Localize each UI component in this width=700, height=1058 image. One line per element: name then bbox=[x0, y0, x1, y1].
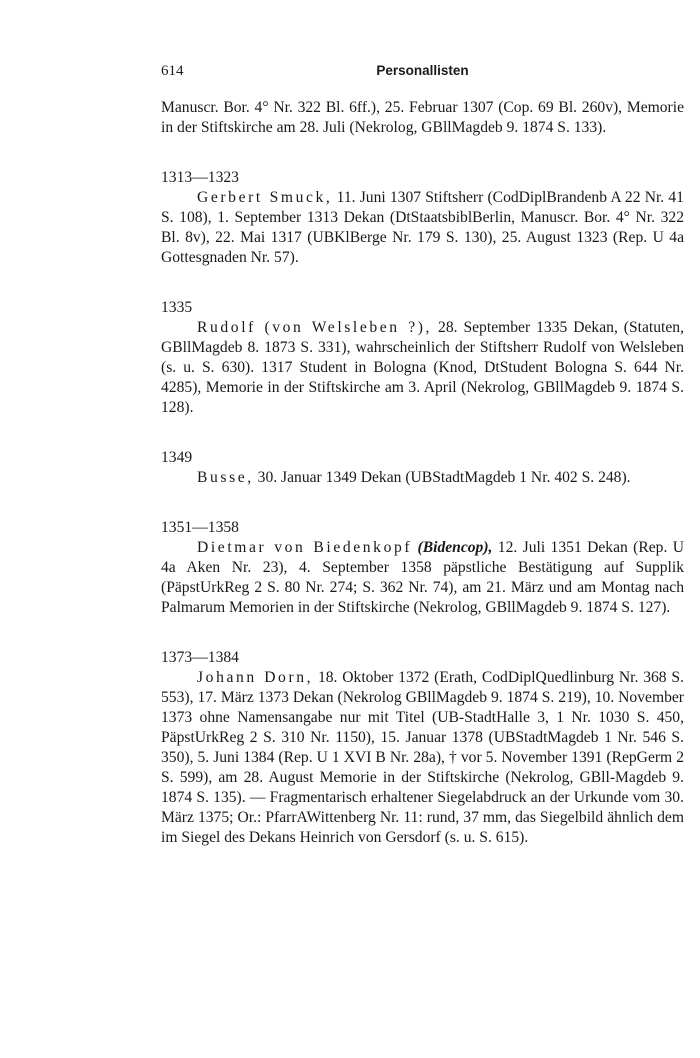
entry-text bbox=[161, 538, 684, 618]
intro-paragraph: Manuscr. Bor. 4° Nr. 322 Bl. 6ff.), 25. Februar 1307 (Cop. 69 Bl. 260v), Memorie in der Stiftskirche am 28. Juli (Nekrolog, GBllMagdeb 9. 1874 S. 133). bbox=[161, 99, 684, 136]
page-number: 614 bbox=[161, 63, 184, 79]
page-header bbox=[161, 63, 684, 83]
entry-body: 18. Oktober 1372 (Erath, CodDiplQuedlinburg Nr. 368 S. 553), 17. März 1373 Dekan (Nekrolog GBllMagdeb 9. 1874 S. 219), 10. November 1373 ohne Namensangabe nur mit Titel (UB-StadtHalle 3, 1 Nr. 1030 S. 450, PäpstUrkReg 2 S. 310 Nr. 1150), 15. Januar 1378 (UBStadtMagdeb 1 Nr. 546 S. 350), 5. Juni 1384 (Rep. U 1 XVI B Nr. 28a), † vor 5. November 1391 (RepGerm 2 S. 599), am 28. August Memorie in der Stiftskirche (Nekrolog, GBll-Magdeb 9. 1874 S. 135). — Fragmentarisch erhaltener Siegelabdruck an der Urkunde vom 30. März 1375; Or.: PfarrAWittenberg Nr. 11: rund, 37 mm, das Siegelbild ähnlich dem im Siegel des Dekans Heinrich von Gersdorf (s. u. S. 615). bbox=[161, 669, 684, 846]
page-body bbox=[161, 98, 684, 848]
person-name: Johann Dorn, bbox=[197, 669, 314, 686]
entry-johann-dorn bbox=[161, 648, 684, 848]
entry-body: 11. Juni 1307 Stiftsherr (CodDiplBrandenb A 22 Nr. 41 S. 108), 1. September 1313 Dekan (DtStaatsbiblBerlin, Manuscr. Bor. 4° Nr. 322 Bl. 8v), 22. Mai 1317 (UBKlBerge Nr. 179 S. 130), 25. August 1323 (Rep. U 4a Gottesgnaden Nr. 57). bbox=[161, 189, 684, 266]
entry-dietmar-von-biedenkopf bbox=[161, 518, 684, 618]
entry-dates: 1351—1358 bbox=[161, 519, 239, 536]
name-variant: (Bidencop), bbox=[417, 539, 493, 556]
entry-dates: 1373—1384 bbox=[161, 649, 239, 666]
entry-text bbox=[161, 468, 684, 488]
entry-body: 30. Januar 1349 Dekan (UBStadtMagdeb 1 Nr. 402 S. 248). bbox=[253, 469, 631, 486]
running-head: Personallisten bbox=[376, 63, 469, 78]
entry-body: 12. Juli 1351 Dekan (Rep. U 4a Aken Nr. 23), 4. September 1358 päpstliche Bestätigung auf Supplik (PäpstUrkReg 2 S. 80 Nr. 274; S. 362 Nr. 74), am 21. März und am Montag nach Palmarum Memorien in der Stiftskirche (Nekrolog, GBllMagdeb 9. 1874 S. 127). bbox=[161, 539, 684, 616]
person-name: Rudolf (von Welsleben ?), bbox=[197, 319, 433, 336]
entry-text bbox=[161, 318, 684, 418]
entry-dates: 1335 bbox=[161, 299, 193, 316]
entry-text bbox=[161, 668, 684, 848]
entry-body: 28. September 1335 Dekan, (Statuten, GBllMagdeb 8. 1873 S. 331), wahrscheinlich der Stiftsherr Rudolf von Welsleben (s. u. S. 630). 1317 Student in Bologna (Knod, DtStudent Bologna S. 644 Nr. 4285), Memorie in der Stiftskirche am 3. April (Nekrolog, GBllMagdeb 9. 1874 S. 128). bbox=[161, 319, 684, 416]
entry-rudolf-von-welsleben bbox=[161, 298, 684, 418]
person-name: Busse, bbox=[197, 469, 254, 486]
entry-dates: 1313—1323 bbox=[161, 169, 239, 186]
person-name: Dietmar von Biedenkopf bbox=[197, 539, 413, 556]
person-name: Gerbert Smuck, bbox=[197, 189, 333, 206]
entry-dates: 1349 bbox=[161, 449, 193, 466]
entry-text bbox=[161, 188, 684, 268]
entry-gerbert-smuck bbox=[161, 168, 684, 268]
entry-busse bbox=[161, 448, 684, 488]
